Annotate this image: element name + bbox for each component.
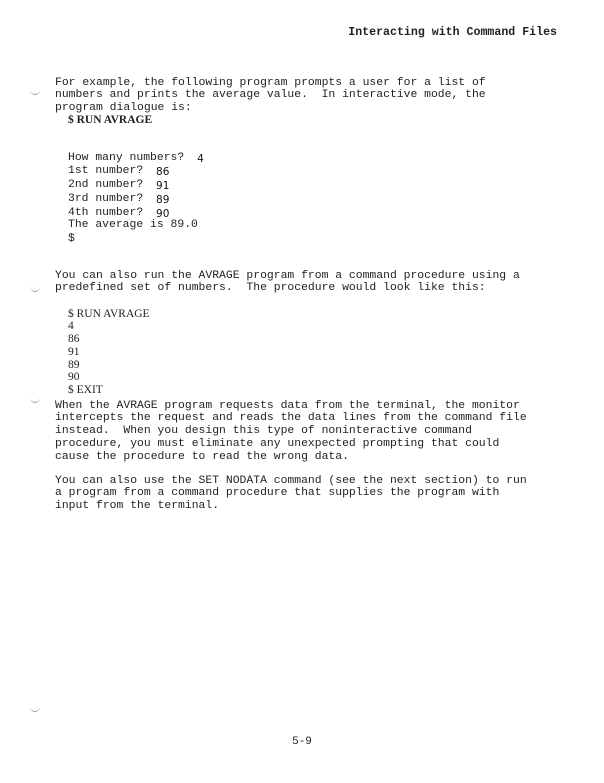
scan-mark <box>30 396 40 403</box>
run-command: $ RUN AVRAGE <box>68 114 153 126</box>
scan-mark <box>30 88 40 95</box>
text-line: instead. When you design this type of noninteractive command <box>55 425 472 438</box>
code-line: $ EXIT <box>68 383 103 396</box>
code-line: 86 <box>68 333 80 346</box>
prompt: 2nd number? <box>68 179 144 192</box>
scan-mark <box>30 705 40 712</box>
text-line: intercepts the request and reads the data lines from the command file <box>55 412 527 425</box>
paragraph-monitor <box>55 387 527 463</box>
result-line: The average is 89.0 <box>68 219 198 232</box>
text-line: predefined set of numbers. The procedure would look like this: <box>55 282 486 295</box>
dialogue-line <box>68 164 204 178</box>
scan-mark <box>30 285 40 292</box>
dialogue-line <box>68 192 204 206</box>
prompt: How many numbers? <box>68 151 185 164</box>
code-line: 91 <box>68 345 80 358</box>
prompt: 4th number? <box>68 206 144 219</box>
code-line: $ RUN AVRAGE <box>68 307 150 320</box>
code-line: 4 <box>68 320 74 333</box>
dialogue-line <box>68 206 204 220</box>
procedure-listing <box>68 295 150 397</box>
paragraph-intro <box>55 64 486 115</box>
prompt: 1st number? <box>68 165 144 178</box>
code-line: 89 <box>68 358 80 371</box>
page-number: 5-9 <box>292 736 312 748</box>
text-line: a program from a command procedure that supplies the program with <box>55 487 500 500</box>
user-input: 91 <box>156 180 170 193</box>
code-line: 90 <box>68 371 80 384</box>
text-line: program dialogue is: <box>55 102 192 115</box>
paragraph-procedure <box>55 257 520 295</box>
user-input: 86 <box>156 166 170 179</box>
text-line: You can also use the SET NODATA command (see the next section) to run <box>55 474 527 487</box>
dialogue-line <box>68 178 204 192</box>
text-line: When the AVRAGE program requests data from the terminal, the monitor <box>55 399 520 412</box>
text-line: numbers and prints the average value. In interactive mode, the <box>55 89 486 102</box>
paragraph-set-nodata <box>55 462 527 513</box>
dialogue-line <box>68 151 204 165</box>
text-line: You can also run the AVRAGE program from a command procedure using a <box>55 269 520 282</box>
text-line: For example, the following program prompts a user for a list of <box>55 76 486 89</box>
user-input: 90 <box>156 207 170 220</box>
user-input: 4 <box>197 152 204 165</box>
text-line: procedure, you must eliminate any unexpected prompting that could <box>55 437 500 450</box>
dialogue-block <box>68 138 204 232</box>
text-line: input from the terminal. <box>55 500 220 513</box>
running-header: Interacting with Command Files <box>348 26 557 39</box>
user-input: 89 <box>156 193 170 206</box>
end-prompt: $ <box>68 233 75 245</box>
text-line: cause the procedure to read the wrong data. <box>55 450 349 463</box>
prompt: 3rd number? <box>68 192 144 205</box>
